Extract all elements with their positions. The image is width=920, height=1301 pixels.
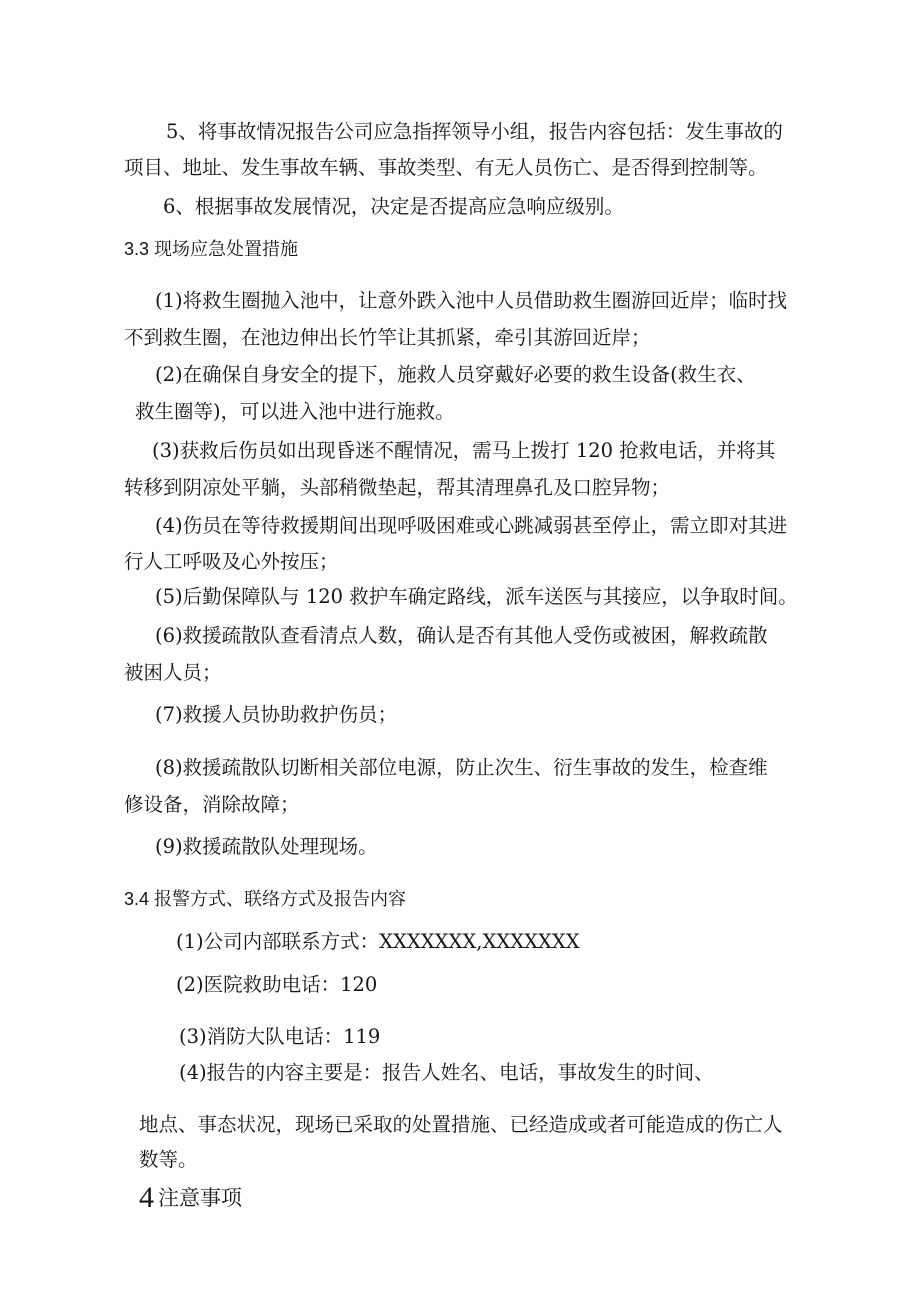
list-item-8-line-1: (8)救援疏散队切断相关部位电源，防止次生、衍生事故的发生，检查维 bbox=[155, 756, 768, 779]
item-5-line-1: 5、将事故情况报告公司应急指挥领导小组，报告内容包括：发生事故的 bbox=[166, 120, 783, 143]
section-4-number: 4 bbox=[139, 1181, 154, 1214]
section-3-4-heading: 3.4 报警方式、联络方式及报告内容 bbox=[124, 889, 407, 909]
list-item-4-line-1: (4)伤员在等待救援期间出现呼吸困难或心跳减弱甚至停止，需立即对其进 bbox=[155, 514, 788, 537]
contact-item-1: (1)公司内部联系方式：XXXXXXX,XXXXXXX bbox=[176, 930, 580, 953]
list-item-3-line-2: 转移到阴凉处平躺，头部稍微垫起，帮其清理鼻孔及口腔异物； bbox=[124, 476, 671, 499]
contact-item-3: (3)消防大队电话：119 bbox=[179, 1025, 381, 1048]
list-item-8-line-2: 修设备，消除故障； bbox=[124, 793, 300, 816]
list-item-3-line-1: (3)获救后伤员如出现昏迷不醒情况，需马上拨打 120 抢救电话，并将其 bbox=[152, 439, 776, 462]
contact-item-4-line-3: 数等。 bbox=[139, 1148, 198, 1171]
section-4-title: 注意事项 bbox=[158, 1186, 242, 1210]
list-item-1-line-2: 不到救生圈，在池边伸出长竹竿让其抓紧，牵引其游回近岸； bbox=[124, 326, 651, 349]
contact-item-4-line-2: 地点、事态状况，现场已采取的处置措施、已经造成或者可能造成的伤亡人 bbox=[139, 1113, 783, 1136]
list-item-7: (7)救援人员协助救护伤员； bbox=[155, 703, 398, 726]
list-item-2-line-1: (2)在确保自身安全的提下，施救人员穿戴好必要的救生设备(救生衣、 bbox=[155, 363, 756, 386]
list-item-1-line-1: (1)将救生圈抛入池中，让意外跌入池中人员借助救生圈游回近岸；临时找 bbox=[155, 289, 788, 312]
item-5-line-2: 项目、地址、发生事故车辆、事故类型、有无人员伤亡、是否得到控制等。 bbox=[124, 156, 768, 179]
section-4-heading bbox=[139, 1181, 242, 1214]
item-6: 6、根据事故发展情况，决定是否提高应急响应级别。 bbox=[163, 195, 624, 218]
contact-item-2: (2)医院救助电话：120 bbox=[176, 973, 378, 996]
section-3-3-heading: 3.3 现场应急处置措施 bbox=[124, 239, 299, 259]
list-item-6-line-2: 被困人员； bbox=[124, 661, 222, 684]
contact-item-4-line-1: (4)报告的内容主要是：报告人姓名、电话，事故发生的时间、 bbox=[179, 1061, 714, 1084]
list-item-9: (9)救援疏散队处理现场。 bbox=[155, 835, 378, 858]
list-item-4-line-2: 行人工呼吸及心外按压； bbox=[124, 550, 339, 573]
list-item-6-line-1: (6)救援疏散队查看清点人数，确认是否有其他人受伤或被困，解救疏散 bbox=[155, 624, 768, 647]
list-item-2-line-2: 救生圈等)，可以进入池中进行施救。 bbox=[135, 400, 455, 423]
list-item-5: (5)后勤保障队与 120 救护车确定路线，派车送医与其接应，以争取时间。 bbox=[155, 585, 798, 608]
